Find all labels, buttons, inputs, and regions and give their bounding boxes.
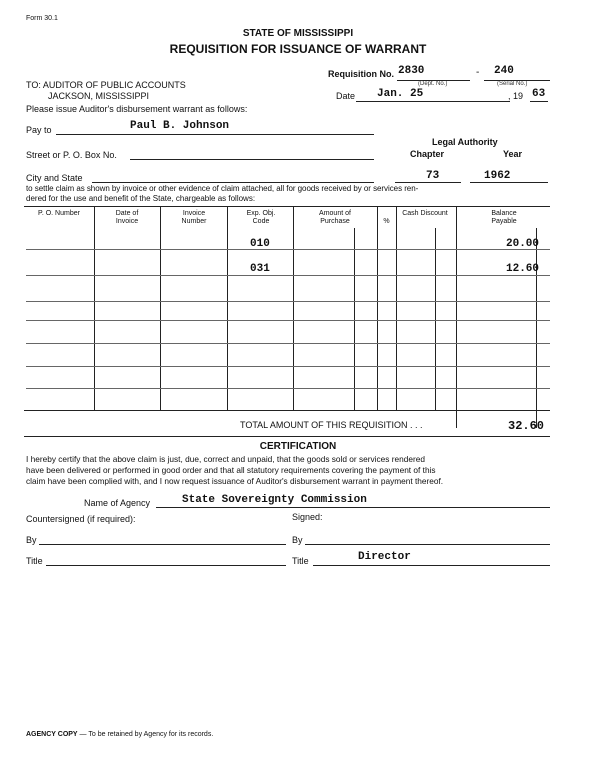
- certification-line3: claim have been complied with, and I now request issuance of Auditor's disbursement warrant in payment thereof.: [26, 476, 444, 486]
- table-bottom-rule: [24, 410, 550, 411]
- col-divider-balance-cents: [536, 228, 537, 428]
- row-1-exp-code: 010: [250, 238, 270, 250]
- to-auditor: TO: AUDITOR OF PUBLIC ACCOUNTS: [26, 80, 186, 90]
- date-year-prefix: , 19: [508, 91, 524, 101]
- col-divider-exp: [293, 206, 294, 410]
- certification-line1: I hereby certify that the above claim is just, due, correct and unpaid, that the goods sold or services rendered: [26, 454, 425, 464]
- chapter-line: [395, 182, 461, 183]
- by-left-line: [39, 544, 286, 545]
- row-line: [26, 249, 550, 250]
- pay-to-line: [56, 134, 374, 135]
- date-label: Date: [336, 91, 356, 101]
- col-divider-cash: [456, 206, 457, 428]
- to-city: JACKSON, MISSISSIPPI: [48, 91, 150, 101]
- form-number: Form 30.1: [26, 15, 58, 22]
- title-right-line: [313, 565, 550, 566]
- by-right-line: [305, 544, 550, 545]
- col-divider-po: [94, 206, 95, 410]
- dept-no-value: 2830: [398, 65, 425, 77]
- settle-text-line1: to settle claim as shown by invoice or other evidence of claim attached, all for goods received by or services ren-: [26, 184, 419, 193]
- requisition-dash: -: [476, 67, 480, 78]
- countersigned-label: Countersigned (if required):: [26, 514, 136, 524]
- city-line: [92, 182, 374, 183]
- title-right-label: Title: [292, 556, 309, 566]
- agency-value: State Sovereignty Commission: [182, 494, 367, 506]
- state-heading: STATE OF MISSISSIPPI: [242, 28, 354, 39]
- certification-heading: CERTIFICATION: [259, 441, 337, 452]
- requisition-label: Requisition No.: [328, 69, 394, 79]
- col-divider-cash-cents: [435, 228, 436, 410]
- title-left-label: Title: [26, 556, 43, 566]
- date-line: [356, 101, 510, 102]
- agency-line: [156, 507, 550, 508]
- title-right-value: Director: [358, 551, 411, 563]
- row-line: [26, 366, 550, 367]
- street-label: Street or P. O. Box No.: [26, 150, 117, 160]
- by-left-label: By: [26, 535, 37, 545]
- chapter-label: Chapter: [410, 149, 445, 159]
- year-value-line: [470, 182, 548, 183]
- row-line: [26, 275, 550, 276]
- row-2-exp-code: 031: [250, 263, 270, 275]
- col-divider-amount-cents: [354, 228, 355, 410]
- row-2-balance: 12.60: [506, 263, 540, 275]
- header-exp-obj-code: Exp. Obj. Code: [246, 210, 276, 225]
- total-value: 32.60: [508, 419, 545, 433]
- serial-no-caption: (Serial No.): [497, 81, 528, 87]
- year-value: 1962: [484, 170, 511, 182]
- row-line: [26, 343, 550, 344]
- settle-text-line2: dered for the use and benefit of the State, chargeable as follows:: [26, 194, 256, 203]
- col-divider-amount: [377, 206, 378, 410]
- row-line: [26, 301, 550, 302]
- footer-retain-text: — To be retained by Agency for its records.: [77, 731, 214, 738]
- date-year-value: 63: [532, 88, 546, 100]
- signed-label: Signed:: [292, 512, 323, 522]
- form-title: REQUISITION FOR ISSUANCE OF WARRANT: [169, 42, 427, 56]
- total-label: TOTAL AMOUNT OF THIS REQUISITION . . .: [240, 420, 423, 430]
- pay-to-value: Paul B. Johnson: [130, 120, 230, 132]
- title-left-line: [46, 565, 286, 566]
- chapter-value: 73: [426, 170, 440, 182]
- year-line: [530, 101, 548, 102]
- agency-label: Name of Agency: [84, 498, 151, 508]
- certification-line2: have been delivered or performed in good order and that all statutory requirements covering the payment of this: [26, 465, 436, 475]
- header-date-of-invoice: Date of Invoice: [115, 210, 139, 225]
- date-value: Jan. 25: [377, 88, 424, 100]
- header-cash-discount: Cash Discount: [402, 210, 448, 217]
- col-divider-invoice: [227, 206, 228, 410]
- legal-authority-heading: Legal Authority: [432, 137, 498, 147]
- row-1-balance: 20.00: [506, 238, 540, 250]
- year-label: Year: [503, 149, 523, 159]
- total-bottom-rule: [24, 436, 550, 437]
- street-line: [130, 159, 374, 160]
- city-label: City and State: [26, 173, 83, 183]
- by-right-label: By: [292, 535, 303, 545]
- header-po-number: P. O. Number: [38, 210, 80, 217]
- header-amount-of-purchase: Amount of Purchase: [319, 210, 351, 225]
- row-line: [26, 388, 550, 389]
- dept-no-caption: (Dept. No.): [418, 81, 448, 87]
- header-invoice-number: Invoice Number: [181, 210, 207, 225]
- col-divider-pct: [396, 206, 397, 410]
- header-percent: %: [383, 218, 390, 225]
- footer-note: [26, 731, 213, 738]
- please-issue-text: Please issue Auditor's disbursement warrant as follows:: [26, 104, 248, 114]
- pay-to-label: Pay to: [26, 125, 52, 135]
- serial-no-value: 240: [494, 65, 514, 77]
- header-balance-payable: Balance Payable: [491, 210, 517, 225]
- footer-agency-copy: AGENCY COPY: [26, 731, 78, 738]
- row-line: [26, 320, 550, 321]
- table-top-rule: [24, 206, 550, 207]
- col-divider-date: [160, 206, 161, 410]
